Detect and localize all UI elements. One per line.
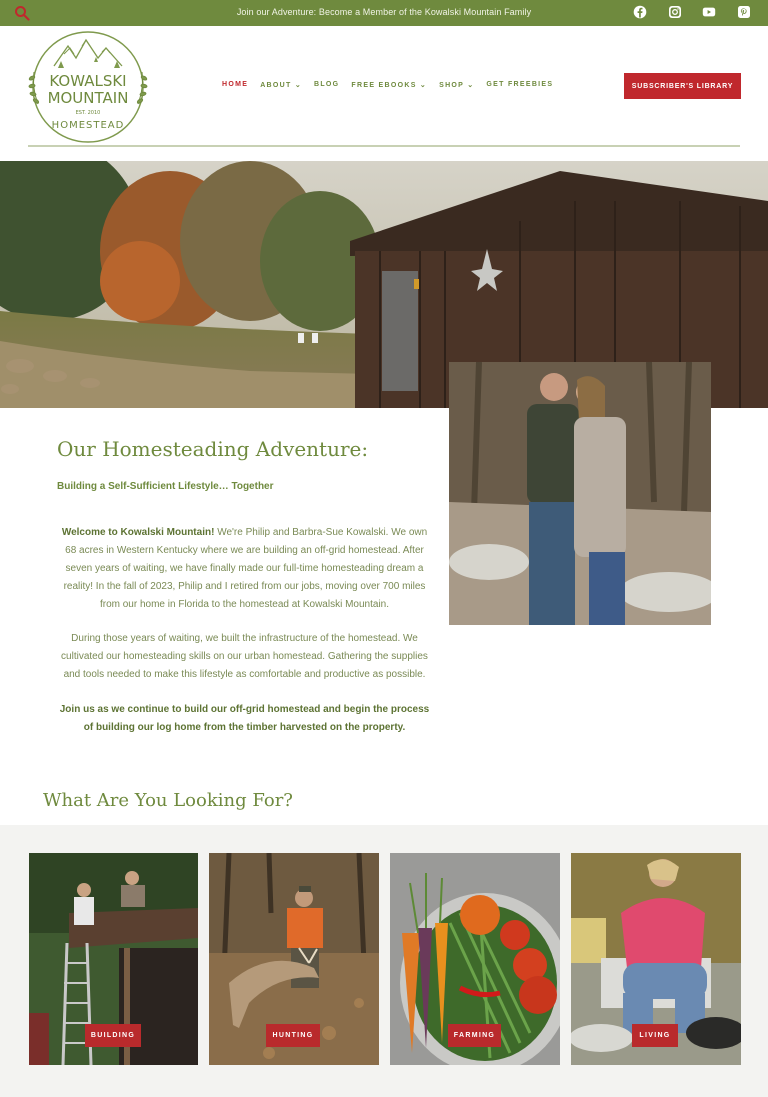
youtube-icon[interactable] [702, 5, 716, 19]
logo-text-est: EST. 2010 [75, 110, 101, 116]
header-divider [28, 145, 740, 147]
intro-paragraph-1 [56, 524, 433, 614]
site-header [0, 26, 768, 161]
facebook-icon[interactable] [633, 5, 647, 19]
couple-photo [449, 362, 711, 625]
nav-home[interactable]: HOME [222, 81, 249, 88]
category-label-living[interactable]: LIVING [632, 1024, 678, 1047]
subscribers-library-button[interactable]: SUBSCRIBER'S LIBRARY [624, 73, 741, 99]
category-label-building[interactable]: BUILDING [85, 1024, 141, 1047]
intro-paragraph-3: Join us as we continue to build our off-grid homestead and begin the process of building our log home from the timber harvested on the property. [59, 704, 430, 733]
logo-text-mountain: MOUNTAIN [47, 89, 129, 107]
intro-paragraph-2: During those years of waiting, we built the infrastructure of the homestead. We cultivated our homesteading skills on our urban homestead. Gathering the supplies and tools needed to make this lifestyle as comfortable and productive as possible. [61, 633, 428, 680]
kowalski-mountain-logo[interactable] [24, 28, 152, 146]
pinterest-icon[interactable] [737, 5, 751, 19]
logo-text-kowalski: KOWALSKI [49, 72, 127, 90]
logo-text-homestead: HOMESTEAD [51, 120, 125, 131]
announcement-text[interactable]: Join our Adventure: Become a Member of the Kowalski Mountain Family [236, 7, 532, 17]
intro-subtitle: Building a Self-Sufficient Lifestyle… Together [57, 481, 274, 492]
nav-shop[interactable]: SHOP ⌄ [439, 82, 475, 89]
intro-title: Our Homesteading Adventure: [57, 437, 369, 461]
category-label-hunting[interactable]: HUNTING [266, 1024, 320, 1047]
instagram-icon[interactable] [668, 5, 682, 19]
main-nav [222, 81, 553, 89]
looking-for-heading: What Are You Looking For? [43, 790, 293, 811]
announcement-bar [0, 0, 768, 26]
nav-free-ebooks[interactable]: FREE EBOOKS ⌄ [351, 82, 428, 89]
intro-paragraph-1-text: We're Philip and Barbra-Sue Kowalski. We own 68 acres in Western Kentucky where we are building an off-grid homestead. After seven years of waiting, we have finally made our full-time homesteading dream a reality! In the fall of 2023, Philip and I retired from our jobs, moving over 700 miles from our home in Florida to the homestead at Kowalski Mountain. [63, 527, 428, 610]
intro-welcome-bold: Welcome to Kowalski Mountain! [61, 527, 215, 538]
category-label-farming[interactable]: FARMING [448, 1024, 501, 1047]
nav-blog[interactable]: BLOG [314, 81, 340, 88]
nav-about[interactable]: ABOUT ⌄ [260, 82, 302, 89]
nav-get-freebies[interactable]: GET FREEBIES [486, 81, 554, 88]
